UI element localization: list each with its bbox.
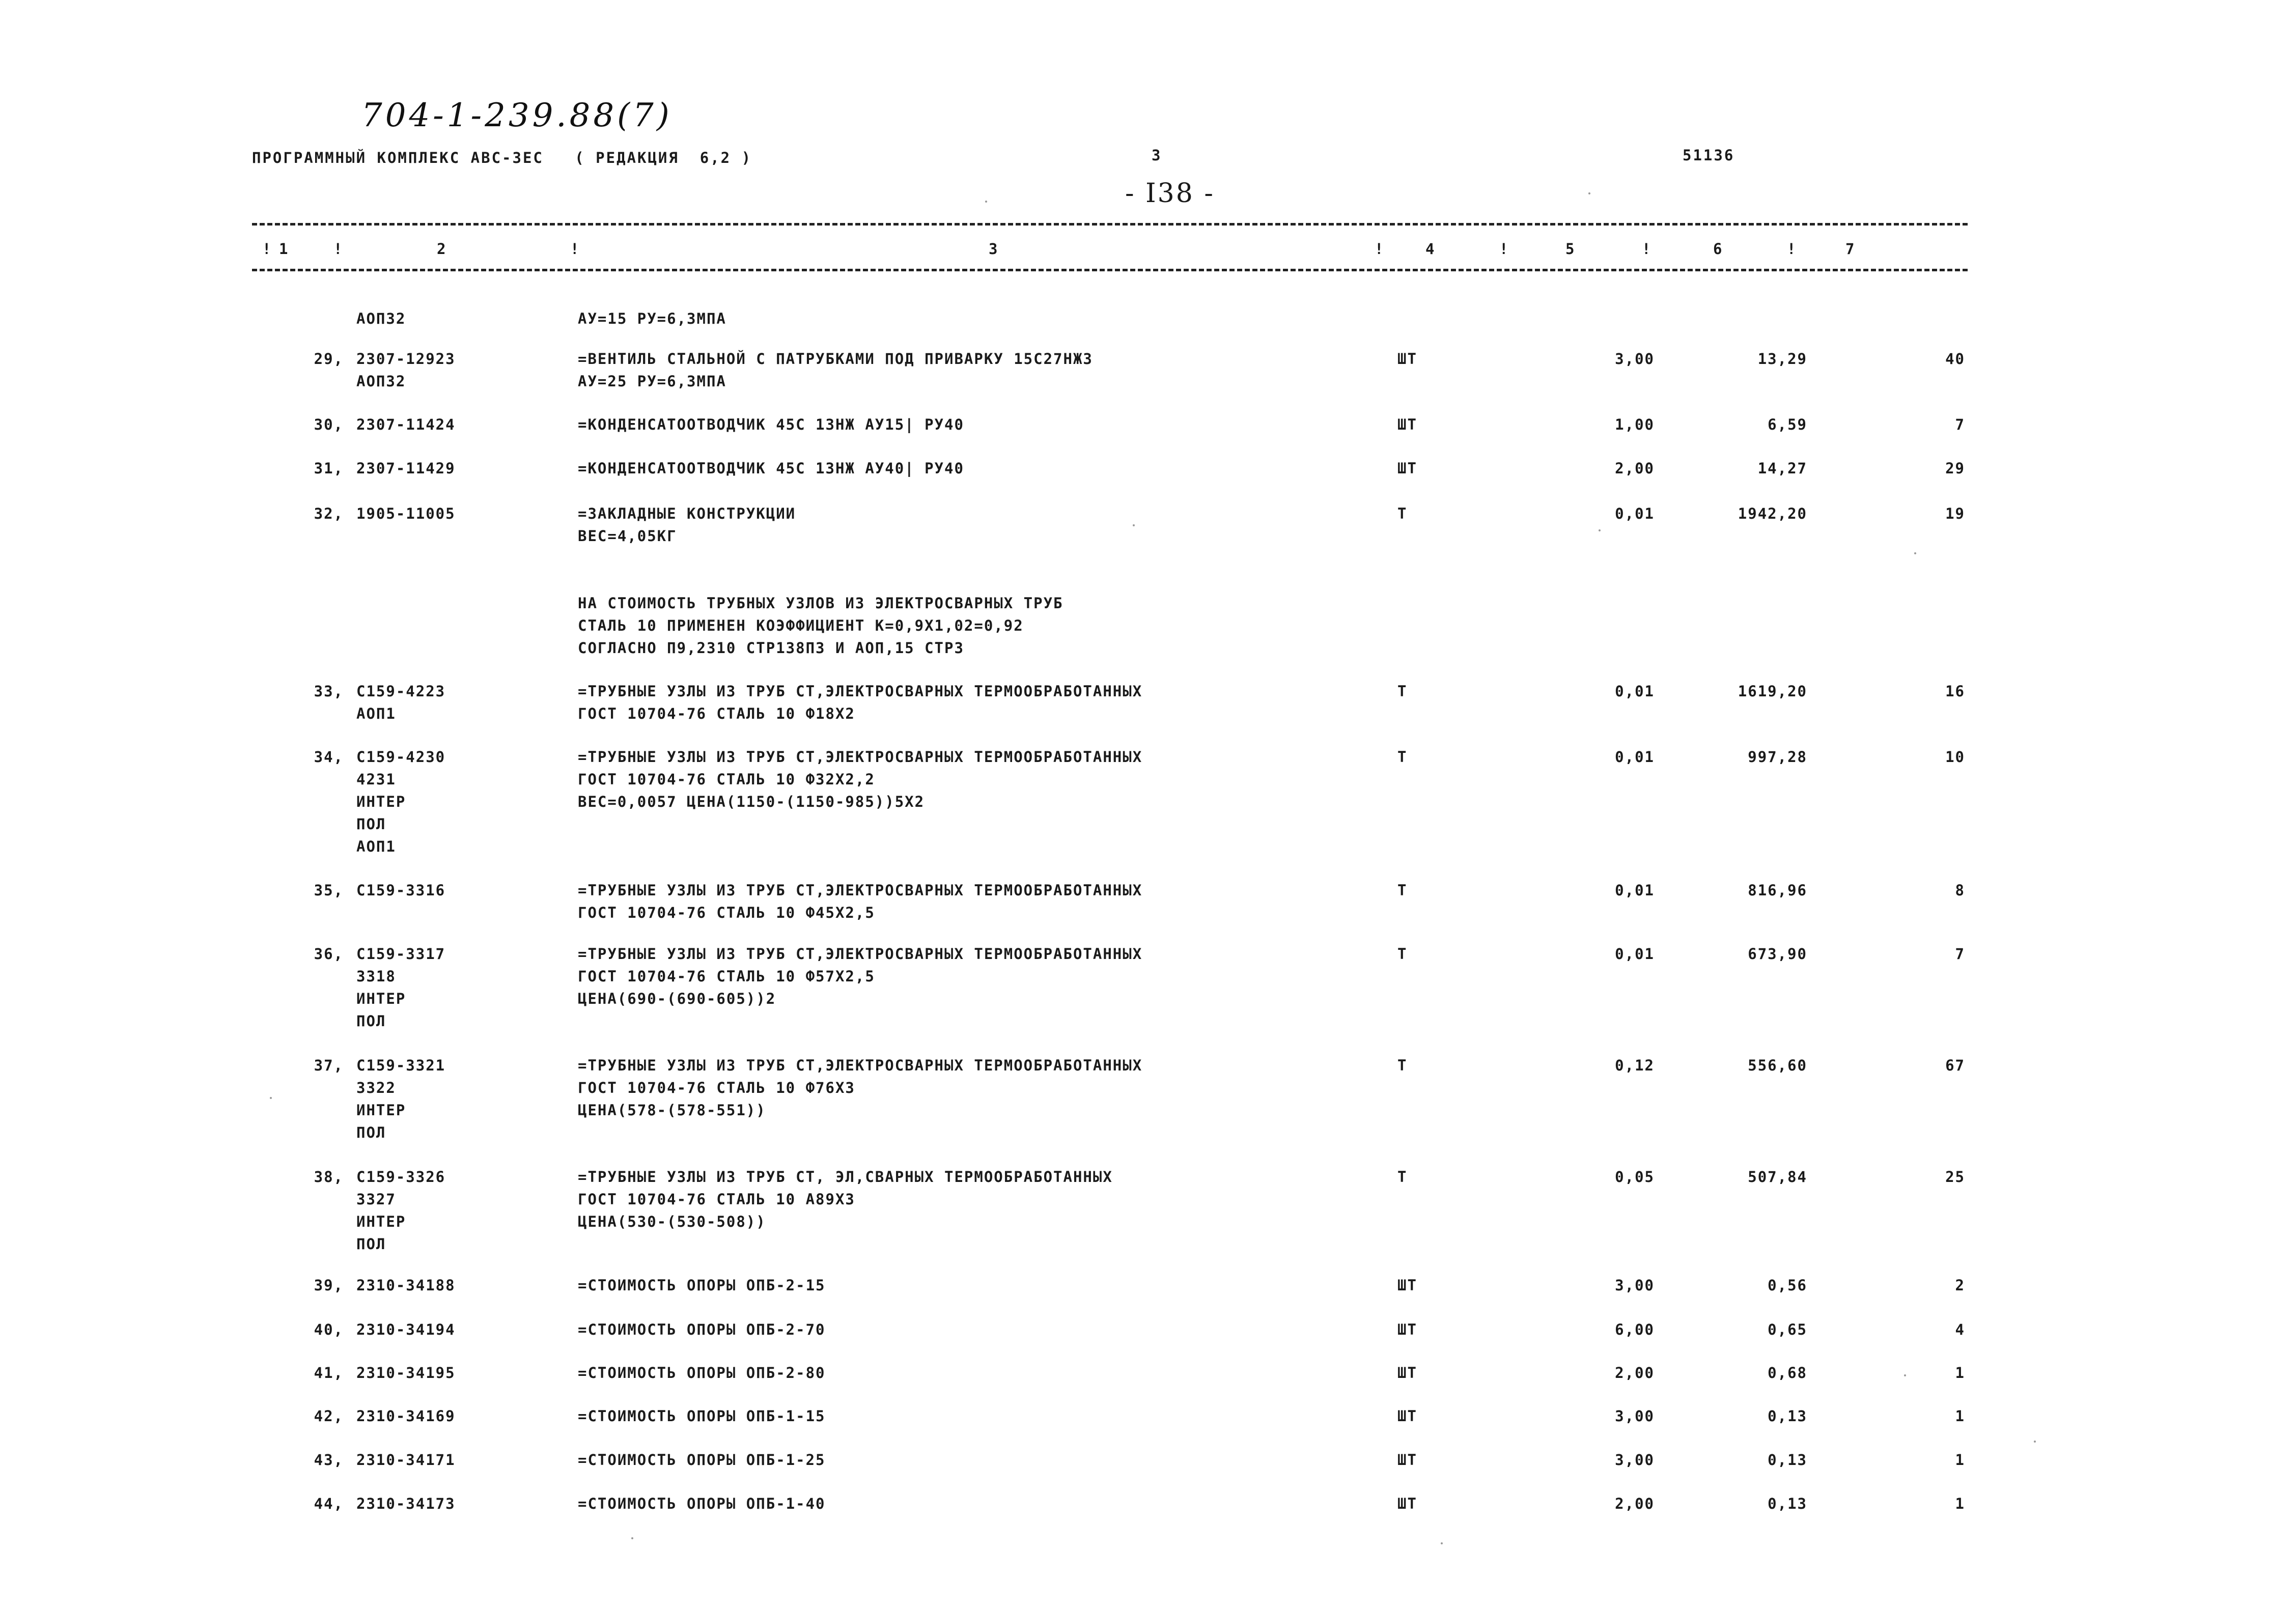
item-description: =ТРУБНЫЕ УЗЛЫ ИЗ ТРУБ СТ,ЭЛЕКТРОСВАРНЫХ ТЕРМООБРАБОТАННЫХ: [578, 1057, 1143, 1074]
resource-code: 4231: [356, 771, 396, 788]
unit-price: 816,96: [1748, 882, 1807, 899]
resource-code: 2307-12923: [356, 350, 456, 368]
column-separator: !: [570, 240, 579, 258]
quantity: 0,01: [1615, 505, 1655, 522]
unit-price: 0,56: [1768, 1277, 1807, 1294]
scan-speck: [2034, 1441, 2036, 1443]
resource-code: ПОЛ: [356, 1235, 386, 1253]
scan-speck: [1441, 1542, 1443, 1544]
quantity: 2,00: [1615, 460, 1655, 477]
page-number: - I38 -: [1125, 178, 1215, 209]
resource-code: С159-4223: [356, 683, 446, 700]
quantity: 0,01: [1615, 882, 1655, 899]
unit-of-measure: Т: [1397, 1168, 1408, 1186]
row-number: 29,: [314, 350, 344, 368]
item-description: ЦЕНА(578-(578-551)): [578, 1102, 766, 1119]
quantity: 3,00: [1615, 1407, 1655, 1425]
header-rule-top: [252, 223, 1968, 225]
total-cost: 1: [1955, 1364, 1965, 1381]
sheet-marker: 3: [1152, 147, 1162, 164]
unit-of-measure: ШТ: [1397, 1451, 1417, 1469]
unit-of-measure: ШТ: [1397, 1364, 1417, 1381]
row-number: 39,: [314, 1277, 344, 1294]
item-description: ГОСТ 10704-76 СТАЛЬ 10 Ф76Х3: [578, 1079, 855, 1096]
unit-of-measure: Т: [1397, 505, 1408, 522]
resource-code: 2310-34188: [356, 1277, 456, 1294]
resource-code: 2310-34171: [356, 1451, 456, 1469]
item-description: =СТОИМОСТЬ ОПОРЫ ОПБ-2-80: [578, 1364, 826, 1381]
unit-of-measure: ШТ: [1397, 350, 1417, 368]
unit-price: 0,68: [1768, 1364, 1807, 1381]
resource-code: 3322: [356, 1079, 396, 1096]
item-description: =ЗАКЛАДНЫЕ КОНСТРУКЦИИ: [578, 505, 796, 522]
unit-of-measure: ШТ: [1397, 1407, 1417, 1425]
resource-code: ИНТЕР: [356, 1213, 406, 1230]
total-cost: 4: [1955, 1321, 1965, 1338]
item-description: =ТРУБНЫЕ УЗЛЫ ИЗ ТРУБ СТ, ЭЛ,СВАРНЫХ ТЕРМООБРАБОТАННЫХ: [578, 1168, 1113, 1186]
item-description: ГОСТ 10704-76 СТАЛЬ 10 Ф45Х2,5: [578, 904, 875, 921]
total-cost: 40: [1945, 350, 1965, 368]
quantity: 6,00: [1615, 1321, 1655, 1338]
column-number-3: 3: [989, 240, 998, 258]
unit-price: 1942,20: [1738, 505, 1807, 522]
item-description: =КОНДЕНСАТООТВОДЧИК 45С 13НЖ АУ40| РУ40: [578, 460, 964, 477]
resource-code: ПОЛ: [356, 1012, 386, 1030]
column-separator: !: [262, 240, 271, 258]
resource-code: 2310-34195: [356, 1364, 456, 1381]
resource-code: АОП32: [356, 310, 406, 327]
quantity: 0,01: [1615, 748, 1655, 766]
scan-speck: [631, 1537, 633, 1539]
column-number-5: 5: [1565, 240, 1575, 258]
total-cost: 2: [1955, 1277, 1965, 1294]
scan-speck: [1133, 524, 1135, 526]
unit-of-measure: Т: [1397, 882, 1408, 899]
resource-code: 2310-34169: [356, 1407, 456, 1425]
resource-code: ИНТЕР: [356, 990, 406, 1007]
unit-price: 997,28: [1748, 748, 1807, 766]
resource-code: С159-3317: [356, 945, 446, 963]
unit-price: 1619,20: [1738, 683, 1807, 700]
unit-of-measure: Т: [1397, 683, 1408, 700]
row-number: 41,: [314, 1364, 344, 1381]
column-separator: !: [333, 240, 343, 258]
item-description: =ВЕНТИЛЬ СТАЛЬНОЙ С ПАТРУБКАМИ ПОД ПРИВАРКУ 15С27НЖ3: [578, 350, 1093, 368]
unit-of-measure: ШТ: [1397, 460, 1417, 477]
column-number-7: 7: [1845, 240, 1855, 258]
item-description: =ТРУБНЫЕ УЗЛЫ ИЗ ТРУБ СТ,ЭЛЕКТРОСВАРНЫХ ТЕРМООБРАБОТАННЫХ: [578, 882, 1143, 899]
item-description: ГОСТ 10704-76 СТАЛЬ 10 А89Х3: [578, 1191, 855, 1208]
unit-of-measure: ШТ: [1397, 1277, 1417, 1294]
resource-code: 1905-11005: [356, 505, 456, 522]
total-cost: 1: [1955, 1407, 1965, 1425]
resource-code: АОП1: [356, 838, 396, 855]
row-number: 44,: [314, 1495, 344, 1512]
row-number: 40,: [314, 1321, 344, 1338]
quantity: 0,01: [1615, 683, 1655, 700]
quantity: 3,00: [1615, 1451, 1655, 1469]
unit-price: 0,65: [1768, 1321, 1807, 1338]
unit-price: 13,29: [1757, 350, 1807, 368]
item-description: =СТОИМОСТЬ ОПОРЫ ОПБ-1-15: [578, 1407, 826, 1425]
scan-speck: [1588, 192, 1590, 194]
resource-code: С159-3321: [356, 1057, 446, 1074]
resource-code: АОП32: [356, 373, 406, 390]
item-description: ГОСТ 10704-76 СТАЛЬ 10 Ф18Х2: [578, 705, 855, 722]
unit-price: 0,13: [1768, 1495, 1807, 1512]
resource-code: 3318: [356, 968, 396, 985]
row-number: 32,: [314, 505, 344, 522]
total-cost: 7: [1955, 416, 1965, 433]
sheet-code: 51136: [1683, 147, 1735, 164]
item-description: =ТРУБНЫЕ УЗЛЫ ИЗ ТРУБ СТ,ЭЛЕКТРОСВАРНЫХ ТЕРМООБРАБОТАННЫХ: [578, 748, 1143, 766]
item-description: СТАЛЬ 10 ПРИМЕНЕН КОЭФФИЦИЕНТ К=0,9Х1,02=0,92: [578, 617, 1024, 634]
column-number-6: 6: [1713, 240, 1722, 258]
unit-of-measure: Т: [1397, 1057, 1408, 1074]
total-cost: 16: [1945, 683, 1965, 700]
unit-of-measure: Т: [1397, 945, 1408, 963]
row-number: 43,: [314, 1451, 344, 1469]
total-cost: 1: [1955, 1495, 1965, 1512]
column-separator: !: [1375, 240, 1384, 258]
header-rule-bottom: [252, 269, 1968, 271]
item-description: =КОНДЕНСАТООТВОДЧИК 45С 13НЖ АУ15| РУ40: [578, 416, 964, 433]
quantity: 2,00: [1615, 1495, 1655, 1512]
item-description: =ТРУБНЫЕ УЗЛЫ ИЗ ТРУБ СТ,ЭЛЕКТРОСВАРНЫХ ТЕРМООБРАБОТАННЫХ: [578, 683, 1143, 700]
handwritten-document-code: 704-1-239.88(7): [361, 97, 673, 134]
row-number: 33,: [314, 683, 344, 700]
quantity: 0,12: [1615, 1057, 1655, 1074]
item-description: =СТОИМОСТЬ ОПОРЫ ОПБ-1-40: [578, 1495, 826, 1512]
quantity: 3,00: [1615, 350, 1655, 368]
program-line: ПРОГРАММНЫЙ КОМПЛЕКС АВС-3ЕС ( РЕДАКЦИЯ 6,2 ): [252, 149, 752, 166]
total-cost: 19: [1945, 505, 1965, 522]
unit-price: 673,90: [1748, 945, 1807, 963]
unit-of-measure: ШТ: [1397, 1321, 1417, 1338]
quantity: 1,00: [1615, 416, 1655, 433]
row-number: 30,: [314, 416, 344, 433]
unit-price: 6,59: [1768, 416, 1807, 433]
total-cost: 29: [1945, 460, 1965, 477]
scan-speck: [1904, 1374, 1906, 1376]
resource-code: С159-3326: [356, 1168, 446, 1186]
unit-price: 0,13: [1768, 1451, 1807, 1469]
item-description: ЦЕНА(690-(690-605))2: [578, 990, 776, 1007]
unit-price: 507,84: [1748, 1168, 1807, 1186]
unit-of-measure: Т: [1397, 748, 1408, 766]
unit-of-measure: ШТ: [1397, 1495, 1417, 1512]
quantity: 3,00: [1615, 1277, 1655, 1294]
scan-speck: [270, 1097, 272, 1099]
item-description: ГОСТ 10704-76 СТАЛЬ 10 Ф57Х2,5: [578, 968, 875, 985]
column-separator: !: [1499, 240, 1508, 258]
quantity: 2,00: [1615, 1364, 1655, 1381]
row-number: 34,: [314, 748, 344, 766]
item-description: =СТОИМОСТЬ ОПОРЫ ОПБ-2-15: [578, 1277, 826, 1294]
resource-code: ПОЛ: [356, 815, 386, 833]
resource-code: 2310-34173: [356, 1495, 456, 1512]
resource-code: ПОЛ: [356, 1124, 386, 1141]
total-cost: 1: [1955, 1451, 1965, 1469]
row-number: 37,: [314, 1057, 344, 1074]
scan-speck: [985, 201, 987, 203]
column-separator: !: [1787, 240, 1796, 258]
item-description: АУ=25 РУ=6,3МПА: [578, 373, 726, 390]
item-description: СОГЛАСНО П9,2310 СТР138П3 И АОП,15 СТР3: [578, 639, 964, 657]
resource-code: 2307-11429: [356, 460, 456, 477]
item-description: АУ=15 РУ=6,3МПА: [578, 310, 726, 327]
item-description: ГОСТ 10704-76 СТАЛЬ 10 Ф32Х2,2: [578, 771, 875, 788]
item-description: НА СТОИМОСТЬ ТРУБНЫХ УЗЛОВ ИЗ ЭЛЕКТРОСВАРНЫХ ТРУБ: [578, 595, 1063, 612]
row-number: 38,: [314, 1168, 344, 1186]
unit-price: 14,27: [1757, 460, 1807, 477]
quantity: 0,05: [1615, 1168, 1655, 1186]
item-description: =СТОИМОСТЬ ОПОРЫ ОПБ-1-25: [578, 1451, 826, 1469]
resource-code: ИНТЕР: [356, 793, 406, 810]
unit-price: 556,60: [1748, 1057, 1807, 1074]
column-number-4: 4: [1425, 240, 1435, 258]
quantity: 0,01: [1615, 945, 1655, 963]
unit-of-measure: ШТ: [1397, 416, 1417, 433]
item-description: ВЕС=4,05КГ: [578, 527, 677, 545]
scan-speck: [1914, 552, 1916, 554]
column-separator: !: [1642, 240, 1651, 258]
column-number-1: 1: [279, 240, 288, 258]
resource-code: 2310-34194: [356, 1321, 456, 1338]
resource-code: С159-3316: [356, 882, 446, 899]
resource-code: С159-4230: [356, 748, 446, 766]
row-number: 35,: [314, 882, 344, 899]
total-cost: 10: [1945, 748, 1965, 766]
item-description: ЦЕНА(530-(530-508)): [578, 1213, 766, 1230]
unit-price: 0,13: [1768, 1407, 1807, 1425]
row-number: 36,: [314, 945, 344, 963]
item-description: =СТОИМОСТЬ ОПОРЫ ОПБ-2-70: [578, 1321, 826, 1338]
column-number-2: 2: [437, 240, 446, 258]
resource-code: АОП1: [356, 705, 396, 722]
total-cost: 8: [1955, 882, 1965, 899]
item-description: ВЕС=0,0057 ЦЕНА(1150-(1150-985))5Х2: [578, 793, 925, 810]
total-cost: 25: [1945, 1168, 1965, 1186]
row-number: 31,: [314, 460, 344, 477]
resource-code: ИНТЕР: [356, 1102, 406, 1119]
total-cost: 7: [1955, 945, 1965, 963]
resource-code: 3327: [356, 1191, 396, 1208]
scan-speck: [1599, 529, 1601, 531]
row-number: 42,: [314, 1407, 344, 1425]
resource-code: 2307-11424: [356, 416, 456, 433]
item-description: =ТРУБНЫЕ УЗЛЫ ИЗ ТРУБ СТ,ЭЛЕКТРОСВАРНЫХ ТЕРМООБРАБОТАННЫХ: [578, 945, 1143, 963]
total-cost: 67: [1945, 1057, 1965, 1074]
